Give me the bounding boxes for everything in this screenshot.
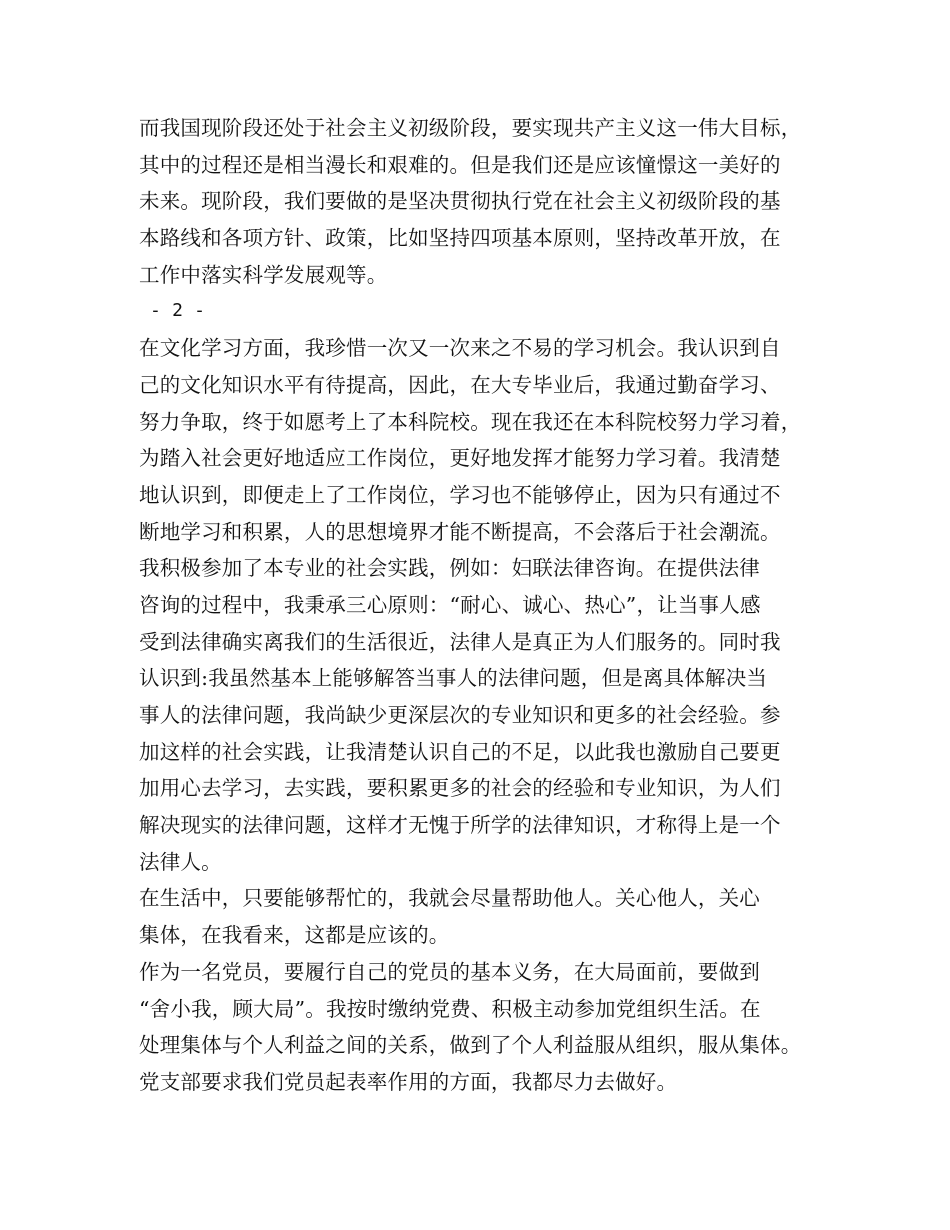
text-line: 地认识到，即便走上了工作岗位，学习也不能够停止，因为只有通过不 (139, 482, 781, 507)
text-line: 其中的过程还是相当漫长和艰难的。但是我们还是应该憧憬这一美好的 (139, 152, 781, 177)
text-line: 解决现实的法律问题，这样才无愧于所学的法律知识，才称得上是一个 (139, 813, 781, 838)
text-line: 努力争取，终于如愿考上了本科院校。现在我还在本科院校努力学习着， (139, 409, 802, 434)
document-page (139, 110, 829, 1101)
text-line: 处理集体与个人利益之间的关系，做到了个人利益服从组织，服从集体。 (139, 1033, 802, 1058)
text-line: 工作中落实科学发展观等。 (139, 262, 388, 287)
text-line: 我积极参加了本专业的社会实践，例如：妇联法律咨询。在提供法律 (139, 556, 760, 581)
text-line: 加用心去学习，去实践，要积累更多的社会的经验和专业知识，为人们 (139, 776, 781, 801)
page-number: - 2 - (139, 300, 206, 322)
text-line: 事人的法律问题，我尚缺少更深层次的专业知识和更多的社会经验。参 (139, 703, 781, 727)
text-line: 断地学习和积累，人的思想境界才能不断提高，不会落后于社会潮流。 (139, 519, 781, 544)
text-line: 受到法律确实离我们的生活很近，法律人是真正为人们服务的。同时我 (139, 629, 781, 654)
text-line: 党支部要求我们党员起表率作用的方面，我都尽力去做好。 (139, 1069, 678, 1094)
text-line: 在生活中，只要能够帮忙的，我就会尽量帮助他人。关心他人，关心 (139, 886, 760, 911)
text-line: 作为一名党员，要履行自己的党员的基本义务，在大局面前，要做到 (139, 959, 760, 984)
text-line: 认识到:我虽然基本上能够解答当事人的法律问题，但是离具体解决当 (139, 666, 768, 691)
text-line: 在文化学习方面，我珍惜一次又一次来之不易的学习机会。我认识到自 (139, 336, 781, 361)
text-line: 己的文化知识水平有待提高，因此，在大专毕业后，我通过勤奋学习、 (139, 372, 781, 397)
text-line: “舍小我，顾大局”。我按时缴纳党费、积极主动参加党组织生活。在 (139, 996, 761, 1021)
text-line: 集体，在我看来，这都是应该的。 (139, 923, 450, 948)
document-body (139, 110, 829, 1101)
text-line: 为踏入社会更好地适应工作岗位，更好地发挥才能努力学习着。我清楚 (139, 446, 781, 471)
text-line: 本路线和各项方针、政策，比如坚持四项基本原则，坚持改革开放，在 (139, 226, 781, 251)
text-line: 法律人。 (139, 849, 222, 874)
text-line: 加这样的社会实践，让我清楚认识自己的不足，以此我也激励自己要更 (139, 739, 781, 764)
text-line: 咨询的过程中，我秉承三心原则：“耐心、诚心、热心”，让当事人感 (139, 592, 761, 617)
text-line: 而我国现阶段还处于社会主义初级阶段，要实现共产主义这一伟大目标， (139, 116, 802, 140)
text-line: 未来。现阶段，我们要做的是坚决贯彻执行党在社会主义初级阶段的基 (139, 189, 781, 214)
